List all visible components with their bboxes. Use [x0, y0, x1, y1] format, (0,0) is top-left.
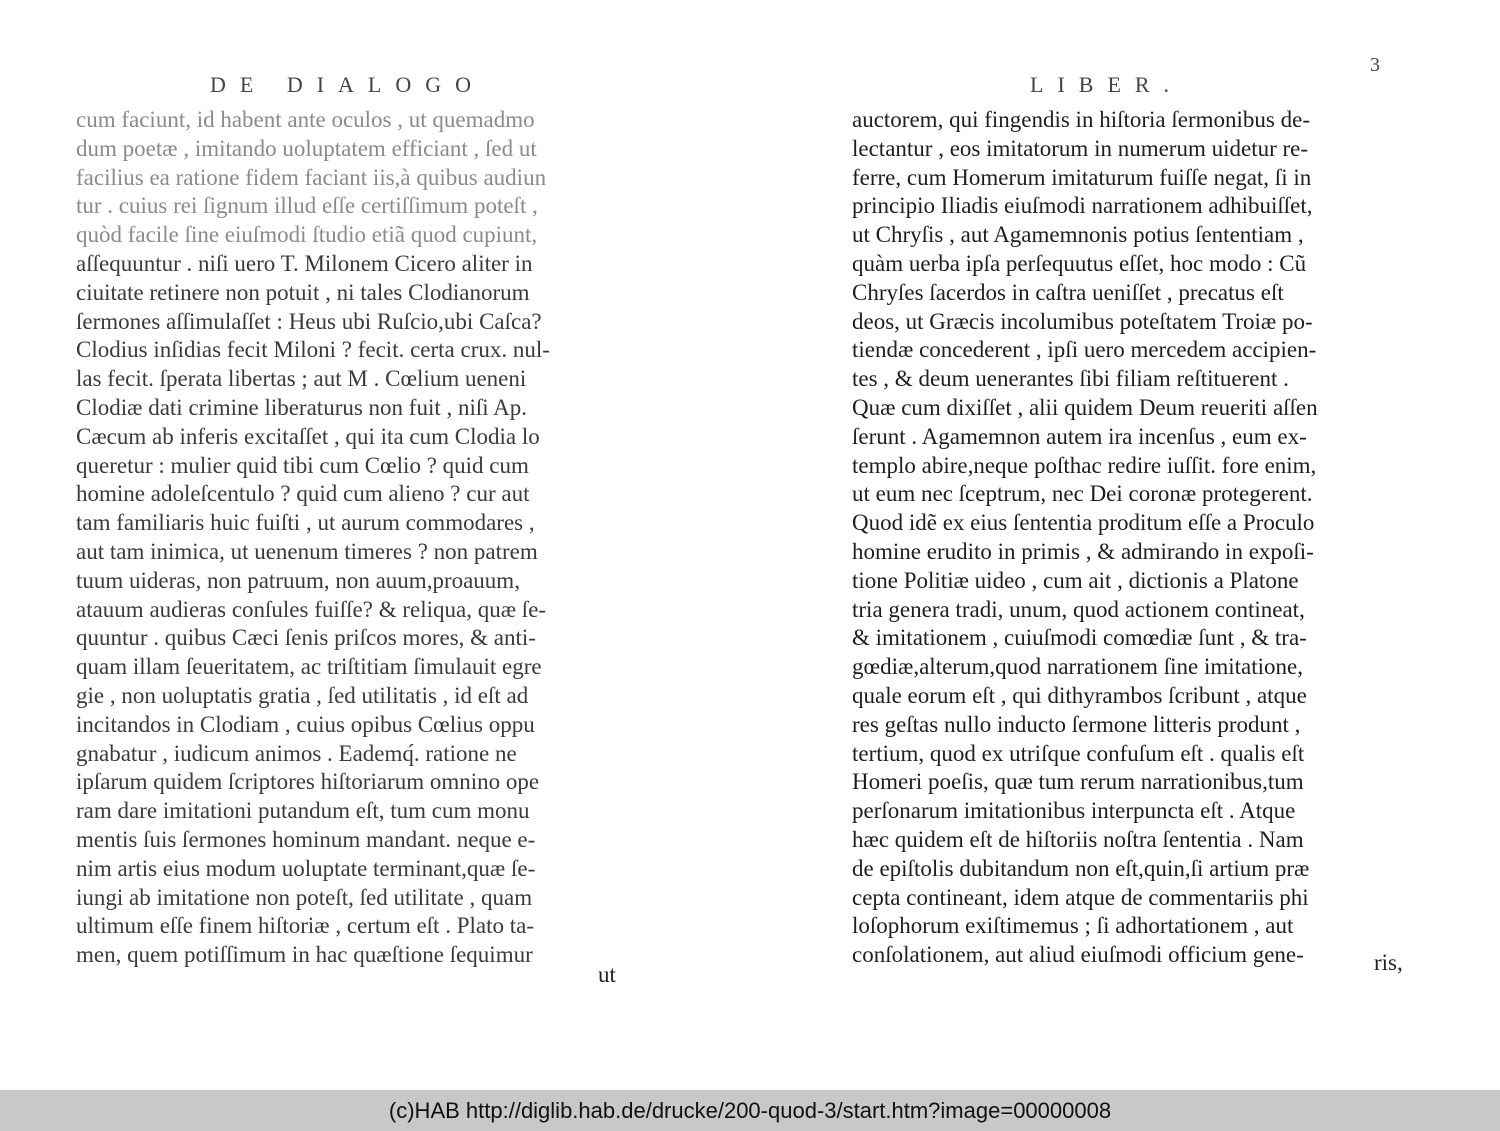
text-line: loſophorum exiſtimemus ; ſi adhortationem , aut — [852, 913, 1294, 939]
catchword-left: ut — [598, 962, 616, 987]
text-line: deos, ut Græcis incolumibus poteſtatem Troiæ po- — [852, 308, 1313, 334]
text-line: tes , & deum uenerantes ſibi filiam reſtituerent . — [852, 366, 1289, 392]
text-line: Homeri poeſis, quæ tum rerum narrationibus,tum — [852, 769, 1304, 795]
text-line: & imitationem , cuiuſmodi comœdiæ ſunt , & tra- — [852, 625, 1307, 651]
text-line: hæc quidem eſt de hiſtoriis noſtra ſententia . Nam — [852, 826, 1304, 852]
text-line: Clodius inſidias fecit Miloni ? fecit. certa crux. nul- — [76, 337, 550, 363]
right-text-block — [840, 106, 1420, 970]
text-line: templo abire,neque poſthac redire iuſſit. fore enim, — [852, 452, 1317, 478]
page-number: 3 — [1370, 54, 1380, 76]
text-line: ram dare imitationi putandum eſt, tum cum monu — [76, 798, 530, 824]
text-line: res geſtas nullo inducto ſermone litteris produnt , — [852, 711, 1301, 737]
text-line: las fecit. ſperata libertas ; aut M . Cœlium ueneni — [76, 366, 527, 392]
text-line: ſermones aſſimulaſſet : Heus ubi Ruſcio,ubi Caſca? — [76, 308, 542, 334]
left-text-block — [60, 106, 640, 970]
text-line: ut Chryſis , aut Agamemnonis potius ſententiam , — [852, 222, 1304, 248]
text-line: tione Politiæ uideo , cum ait , dictionis a Platone — [852, 567, 1299, 593]
text-line: dum poetæ , imitando uoluptatem efficiant , ſed ut — [76, 135, 537, 161]
text-line: tur . cuius rei ſignum illud eſſe certiſſimum poteſt , — [76, 193, 538, 219]
text-line: ſerunt . Agamemnon autem ira incenſus , eum ex- — [852, 423, 1307, 449]
text-line: Cæcum ab inferis excitaſſet , qui ita cum Clodia lo — [76, 423, 540, 449]
text-line: aſſequuntur . niſi uero T. Milonem Cicero aliter in — [76, 250, 533, 276]
text-line: mentis ſuis ſermones hominum mandant. neque e- — [76, 826, 536, 852]
text-line: tam familiaris huic fuiſti , ut aurum commodares , — [76, 510, 535, 536]
text-line: tertium, quod ex utriſque confuſum eſt . qualis eſt — [852, 740, 1305, 766]
text-line: ultimum eſſe finem hiſtoriæ , certum eſt . Plato ta- — [76, 913, 534, 939]
running-head-left: DE DIALOGO — [210, 72, 486, 97]
text-line: auctorem, qui fingendis in hiſtoria ſermonibus de- — [852, 107, 1310, 132]
copyright-footer — [0, 1090, 1500, 1131]
text-line: tiendæ concederent , ipſi uero mercedem accipien- — [852, 337, 1317, 363]
text-line: ciuitate retinere non potuit , ni tales Clodianorum — [76, 279, 530, 305]
text-line: nim artis eius modum uoluptate terminant,quæ ſe- — [76, 855, 536, 881]
text-line: gnabatur , iudicum animos . Eademq́. ratione ne — [76, 740, 517, 766]
text-line: Quod idẽ ex eius ſententia proditum eſſe a Proculo — [852, 510, 1315, 536]
text-line: tuum uideras, non patruum, non auum,proauum, — [76, 567, 520, 593]
text-line: ipſarum quidem ſcriptores hiſtoriarum omnino ope — [76, 769, 540, 795]
text-line: cum faciunt, id habent ante oculos , ut quemadmo — [76, 107, 535, 132]
text-line: perſonarum imitationibus interpuncta eſt . Atque — [852, 798, 1296, 824]
text-line: iungi ab imitatione non poteſt, ſed utilitate , quam — [76, 884, 533, 910]
text-line: gie , non uoluptatis gratia , ſed utilitatis , id eſt ad — [76, 682, 529, 708]
text-line: men, quem potiſſimum in hac quæſtione ſequimur — [76, 942, 533, 968]
text-line: ut eum nec ſceptrum, nec Dei coronæ protegerent. — [852, 481, 1313, 507]
footer-credit: (c)HAB http://diglib.hab.de/drucke/200-quod-3/start.htm?image=00000008 — [388, 1098, 1112, 1123]
text-line: quam illam ſeueritatem, ac triſtitiam ſimulauit egre — [76, 654, 542, 680]
text-line: quàm uerba ipſa perſequutus eſſet, hoc modo : Cũ — [852, 250, 1307, 276]
text-line: Clodiæ dati crimine liberaturus non fuit , niſi Ap. — [76, 394, 528, 420]
text-line: aut tam inimica, ut uenenum timeres ? non patrem — [76, 538, 538, 564]
text-line: atauum audieras conſules fuiſſe? & reliqua, quæ ſe- — [76, 596, 547, 622]
text-line: homine adoleſcentulo ? quid cum alieno ? cur aut — [76, 481, 530, 507]
text-line: queretur : mulier quid tibi cum Cœlio ? quid cum — [76, 452, 529, 478]
text-line: quuntur . quibus Cæci ſenis priſcos mores, & anti- — [76, 625, 536, 651]
text-line: quale eorum eſt , qui dithyrambos ſcribunt , atque — [852, 682, 1307, 708]
text-line: conſolationem, aut aliud eiuſmodi officium gene- — [852, 942, 1304, 968]
text-line: facilius ea ratione fidem faciant iis,à quibus audiun — [76, 164, 547, 190]
text-line: de epiſtolis dubitandum non eſt,quin,ſi artium præ — [852, 855, 1310, 881]
text-line: quòd facile ſine eiuſmodi ſtudio etiã quod cupiunt, — [76, 222, 538, 248]
text-line: homine erudito in primis , & admirando in expoſi- — [852, 538, 1314, 564]
text-line: Quæ cum dixiſſet , alii quidem Deum reueriti aſſen — [852, 394, 1318, 420]
text-line: principio Iliadis eiuſmodi narrationem adhibuiſſet, — [852, 193, 1313, 219]
text-line: ferre, cum Homerum imitaturum fuiſſe negat, ſi in — [852, 164, 1312, 190]
text-line: tria genera tradi, unum, quod actionem contineat, — [852, 596, 1305, 622]
text-line: lectantur , eos imitatorum in numerum uidetur re- — [852, 135, 1309, 161]
text-line: gœdiæ,alterum,quod narrationem ſine imitatione, — [852, 654, 1303, 680]
running-head-right: LIBER. — [1030, 72, 1184, 97]
catchword-right: ris, — [1374, 950, 1403, 975]
text-line: Chryſes ſacerdos in caſtra ueniſſet , precatus eſt — [852, 279, 1284, 305]
text-line: cepta contineant, idem atque de commentariis phi — [852, 884, 1309, 910]
text-line: incitandos in Clodiam , cuius opibus Cœlius oppu — [76, 711, 535, 737]
